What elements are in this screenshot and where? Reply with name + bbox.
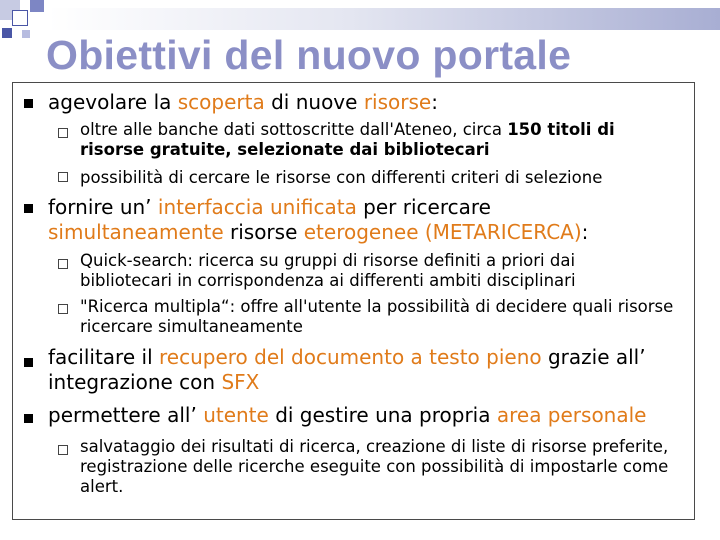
text-run: : [581,220,589,244]
bullet-item [48,90,668,115]
highlighted-text: eterogenee (METARICERCA) [303,220,582,244]
square-bullet-icon [24,414,33,423]
sub-bullet-item [80,251,640,291]
corner-square-decoration [30,0,44,12]
text-run: salvataggio dei risultati di ricerca, creazione di liste di risorse preferite, registrazione delle ricerche eseguite con possibilità di impostarle come alert. [80,437,669,496]
hollow-square-bullet-icon [58,172,68,182]
highlighted-text: scoperta [177,90,265,114]
text-run: di nuove [264,90,364,114]
square-bullet-icon [24,99,33,108]
sub-bullet-item [80,120,680,160]
slide-title: Obiettivi del nuovo portale [46,32,572,78]
text-run: possibilità di cercare le risorse con differenti criteri di selezione [80,168,603,187]
text-run: : [431,90,438,114]
corner-square-decoration [22,30,30,38]
square-bullet-icon [24,358,33,367]
text-run: per ricercare [356,195,491,219]
hollow-square-bullet-icon [58,445,68,455]
hollow-square-bullet-icon [58,128,68,138]
hollow-square-bullet-icon [58,259,68,269]
text-run: permettere all’ [48,403,204,427]
text-run: grazie all’ integrazione con [48,345,646,394]
bullet-item [48,403,708,428]
highlighted-text: utente [203,403,269,427]
square-bullet-icon [24,204,33,213]
corner-square-decoration [2,28,12,38]
sub-bullet-item [80,168,680,188]
text-run: oltre alle banche dati sottoscritte dall'Ateneo, circa [80,120,508,139]
title-gradient-band [48,8,720,30]
highlighted-text: recupero del documento a testo pieno [158,345,542,369]
bullet-item [48,195,668,245]
highlighted-text: SFX [221,370,260,394]
text-run: di gestire una propria [268,403,497,427]
highlighted-text: simultaneamente [48,220,224,244]
text-run: fornire un’ [48,195,158,219]
highlighted-text: interfaccia unificata [157,195,357,219]
text-run: Quick-search: ricerca su gruppi di risorse definiti a priori dai bibliotecari in corrispondenza ai differenti ambiti disciplinari [80,251,576,290]
hollow-square-bullet-icon [58,304,68,314]
highlighted-text: area personale [496,403,647,427]
corner-square-decoration [12,10,28,26]
sub-bullet-item [80,437,670,497]
text-run: agevolare la [48,90,178,114]
bold-text: 150 titoli di risorse gratuite, selezionate dai bibliotecari [80,120,615,159]
text-run: "Ricerca multipla“: offre all'utente la possibilità di decidere quali risorse ricercare simultaneamente [80,297,674,336]
text-run: risorse [223,220,304,244]
sub-bullet-item [80,297,680,337]
highlighted-text: risorse [363,90,432,114]
bullet-item [48,345,698,395]
text-run: facilitare il [48,345,159,369]
